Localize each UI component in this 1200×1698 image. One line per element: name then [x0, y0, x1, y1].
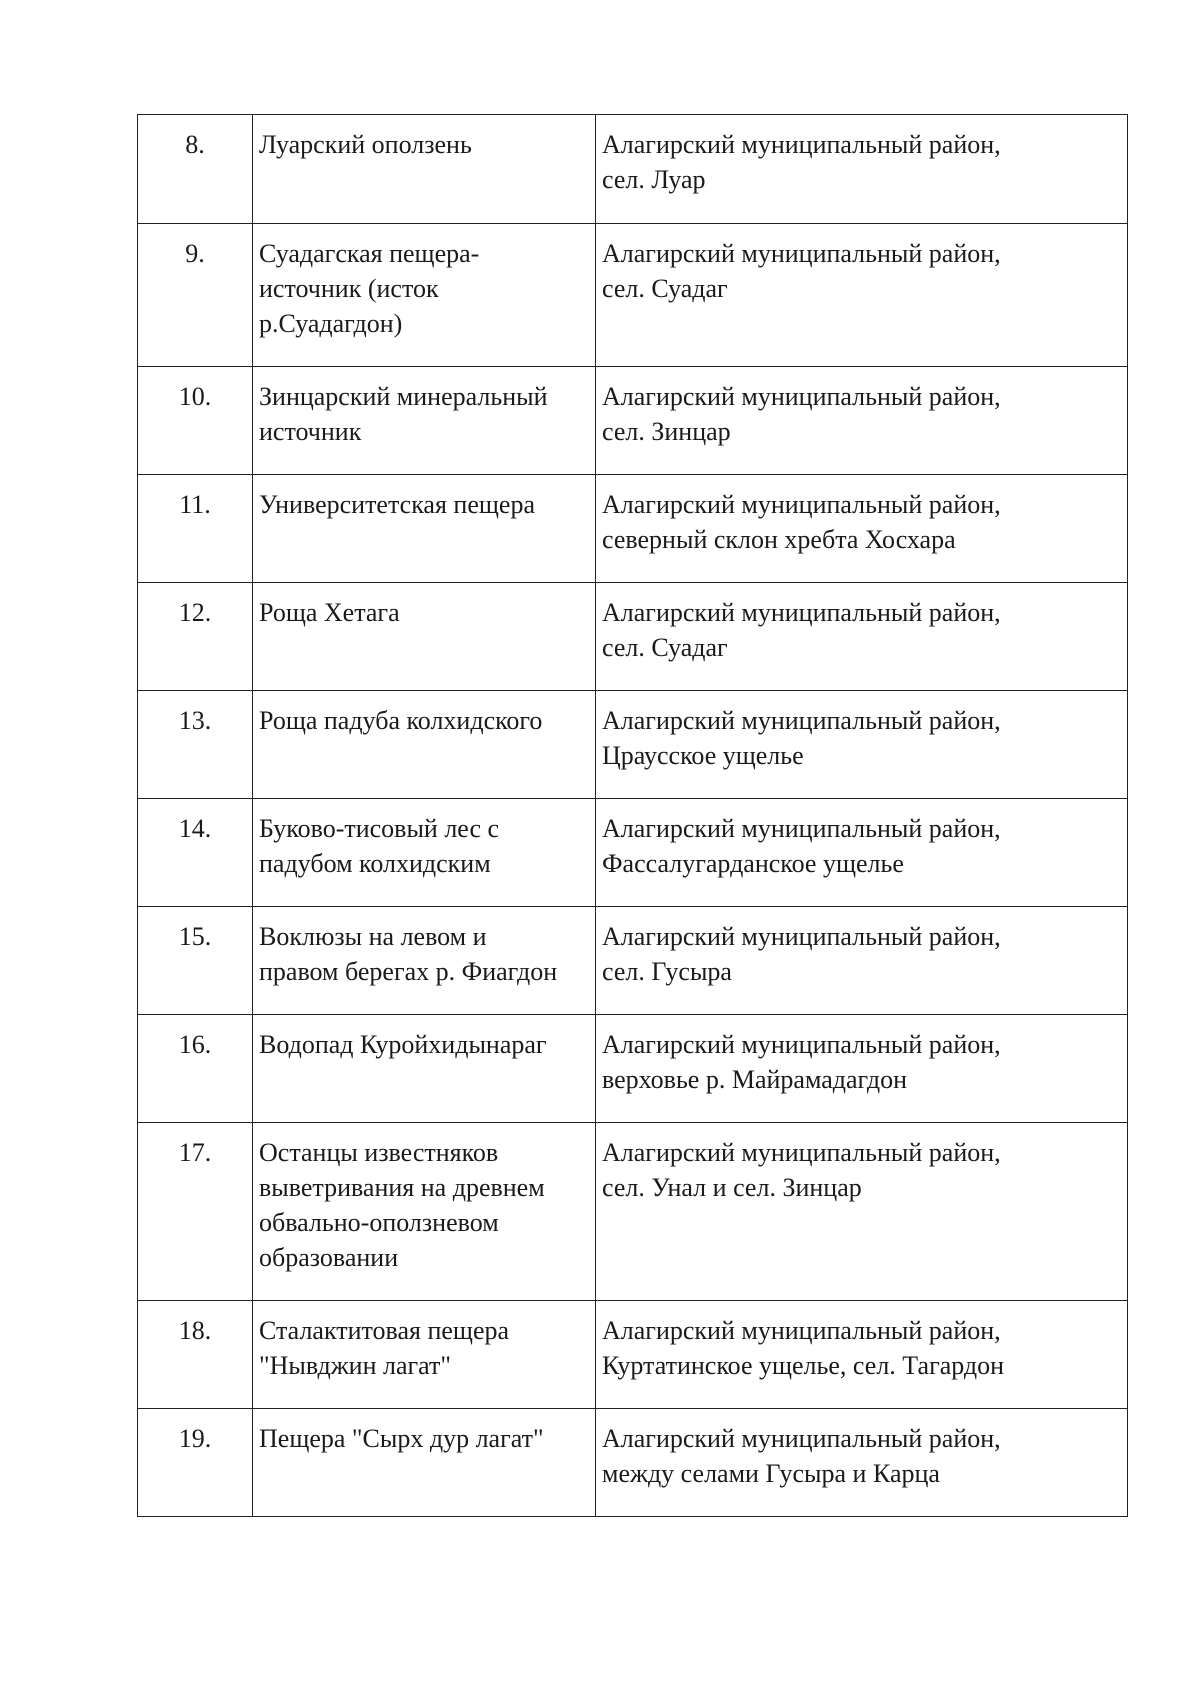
- object-location: Алагирский муниципальный район, между селами Гусыра и Карца: [602, 1424, 1001, 1488]
- row-number-cell: [138, 1409, 253, 1517]
- object-name: Зинцарский минеральный источник: [259, 382, 548, 446]
- object-location: Алагирский муниципальный район, сел. Луар: [602, 130, 1001, 194]
- row-number: 12.: [178, 598, 212, 627]
- object-name: Водопад Куройхидынараг: [259, 1030, 547, 1059]
- location-cell: [596, 1015, 1128, 1123]
- object-name: Роща падуба колхидского: [259, 706, 543, 735]
- object-name: Останцы известняков выветривания на древнем обвально-оползневом образовании: [259, 1138, 545, 1272]
- object-name: Роща Хетага: [259, 598, 400, 627]
- object-name: Буково-тисовый лес с падубом колхидским: [259, 814, 500, 878]
- table-row: [138, 1301, 1128, 1409]
- location-cell: [596, 115, 1128, 224]
- location-cell: [596, 583, 1128, 691]
- object-name-cell: [253, 1123, 596, 1301]
- natural-monuments-table: [137, 114, 1128, 1517]
- row-number-cell: [138, 224, 253, 367]
- row-number-cell: [138, 1301, 253, 1409]
- table-row: [138, 1409, 1128, 1517]
- object-name: Сталактитовая пещера "Нывджин лагат": [259, 1316, 510, 1380]
- table-row: [138, 691, 1128, 799]
- row-number: 10.: [178, 382, 212, 411]
- row-number: 19.: [178, 1424, 212, 1453]
- object-name-cell: [253, 1301, 596, 1409]
- object-name: Университетская пещера: [259, 490, 535, 519]
- row-number: 11.: [179, 490, 211, 519]
- row-number-cell: [138, 475, 253, 583]
- row-number: 14.: [178, 814, 212, 843]
- row-number: 8.: [185, 130, 205, 159]
- object-name-cell: [253, 799, 596, 907]
- object-name-cell: [253, 583, 596, 691]
- row-number-cell: [138, 1015, 253, 1123]
- location-cell: [596, 1409, 1128, 1517]
- row-number-cell: [138, 1123, 253, 1301]
- row-number-cell: [138, 583, 253, 691]
- location-cell: [596, 799, 1128, 907]
- object-location: Алагирский муниципальный район, сел. Зинцар: [602, 382, 1001, 446]
- table-row: [138, 907, 1128, 1015]
- location-cell: [596, 1301, 1128, 1409]
- location-cell: [596, 475, 1128, 583]
- object-location: Алагирский муниципальный район, сел. Суадаг: [602, 598, 1001, 662]
- location-cell: [596, 907, 1128, 1015]
- object-name: Воклюзы на левом и правом берегах р. Фиагдон: [259, 922, 558, 986]
- table-row: [138, 1123, 1128, 1301]
- row-number: 17.: [178, 1138, 212, 1167]
- row-number: 9.: [185, 239, 205, 268]
- row-number: 16.: [178, 1030, 212, 1059]
- row-number: 13.: [178, 706, 212, 735]
- object-location: Алагирский муниципальный район, сел. Суадаг: [602, 239, 1001, 303]
- table-row: [138, 1015, 1128, 1123]
- object-location: Алагирский муниципальный район, верховье р. Майрамадагдон: [602, 1030, 1001, 1094]
- object-name: Луарский оползень: [259, 130, 472, 159]
- object-location: Алагирский муниципальный район, Цраусское ущелье: [602, 706, 1001, 770]
- row-number-cell: [138, 115, 253, 224]
- object-name-cell: [253, 224, 596, 367]
- location-cell: [596, 367, 1128, 475]
- row-number: 15.: [178, 922, 212, 951]
- row-number-cell: [138, 799, 253, 907]
- object-name-cell: [253, 115, 596, 224]
- document-page: [137, 114, 1127, 1517]
- row-number-cell: [138, 691, 253, 799]
- table-row: [138, 115, 1128, 224]
- location-cell: [596, 1123, 1128, 1301]
- object-name-cell: [253, 367, 596, 475]
- table-row: [138, 224, 1128, 367]
- object-location: Алагирский муниципальный район, сел. Унал и сел. Зинцар: [602, 1138, 1001, 1202]
- object-location: Алагирский муниципальный район, сел. Гусыра: [602, 922, 1001, 986]
- object-name: Суадагская пещера- источник (исток р.Суадагдон): [259, 239, 480, 338]
- location-cell: [596, 691, 1128, 799]
- row-number: 18.: [178, 1316, 212, 1345]
- row-number-cell: [138, 907, 253, 1015]
- table-row: [138, 475, 1128, 583]
- object-location: Алагирский муниципальный район, северный склон хребта Хосхара: [602, 490, 1001, 554]
- object-name-cell: [253, 475, 596, 583]
- row-number-cell: [138, 367, 253, 475]
- object-name: Пещера "Сырх дур лагат": [259, 1424, 544, 1453]
- object-name-cell: [253, 691, 596, 799]
- table-row: [138, 583, 1128, 691]
- object-name-cell: [253, 1015, 596, 1123]
- location-cell: [596, 224, 1128, 367]
- object-location: Алагирский муниципальный район, Куртатинское ущелье, сел. Тагардон: [602, 1316, 1005, 1380]
- object-name-cell: [253, 907, 596, 1015]
- table-row: [138, 799, 1128, 907]
- table-row: [138, 367, 1128, 475]
- object-name-cell: [253, 1409, 596, 1517]
- object-location: Алагирский муниципальный район, Фассалугарданское ущелье: [602, 814, 1001, 878]
